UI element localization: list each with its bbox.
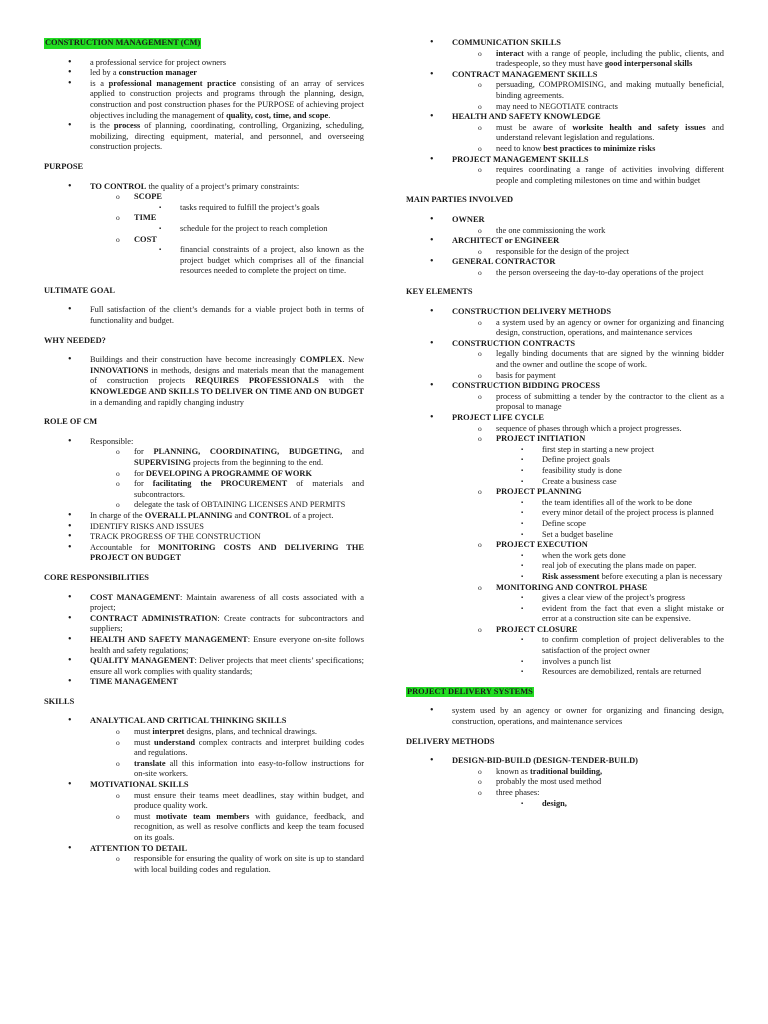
list-item: o the person overseeing the day-to-day operations of the project <box>406 268 724 279</box>
list-item: ▪ Resources are demobilized, rentals are returned <box>406 667 724 678</box>
list-item: ▪ gives a clear view of the project’s progress <box>406 593 724 604</box>
skills-cont-list <box>406 38 724 186</box>
list-item: o need to know best practices to minimize risks <box>406 144 724 155</box>
list-item: o responsible for ensuring the quality of work on site is up to standard with local building codes and regulation. <box>44 854 364 875</box>
list-item: o for PLANNING, COORDINATING, BUDGETING, and SUPERVISING projects from the beginning to the end. <box>44 447 364 468</box>
list-item: ▪ involves a punch list <box>406 657 724 668</box>
list-item: o may need to NEGOTIATE contracts <box>406 102 724 113</box>
list-item: o interact with a range of people, including the public, clients, and tradespeople, so they must have good interpersonal skills <box>406 49 724 70</box>
list-item: o for DEVELOPING A PROGRAMME OF WORK <box>44 469 364 480</box>
section-heading: MAIN PARTIES INVOLVED <box>406 195 514 205</box>
list-item: ▪ the team identifies all of the work to be done <box>406 498 724 509</box>
list-item: o known as traditional building, <box>406 767 724 778</box>
role-list <box>44 437 364 564</box>
left-column <box>44 38 364 875</box>
list-item: • CONSTRUCTION DELIVERY METHODS <box>406 307 724 318</box>
list-item: • In charge of the OVERALL PLANNING and CONTROL of a project. <box>44 511 364 522</box>
list-item: • PROJECT MANAGEMENT SKILLS <box>406 155 724 166</box>
pds-list <box>406 706 724 727</box>
list-item: • ANALYTICAL AND CRITICAL THINKING SKILLS <box>44 716 364 727</box>
list-item: ▪ Define project goals <box>406 455 724 466</box>
list-item: o MONITORING AND CONTROL PHASE <box>406 583 724 594</box>
list-item: o PROJECT CLOSURE <box>406 625 724 636</box>
list-item: • DESIGN-BID-BUILD (DESIGN-TENDER-BUILD) <box>406 756 724 767</box>
key-list <box>406 307 724 678</box>
list-item: o must be aware of worksite health and safety issues and understand relevant legislation and regulations. <box>406 123 724 144</box>
list-item: • COMMUNICATION SKILLS <box>406 38 724 49</box>
list-item: • GENERAL CONTRACTOR <box>406 257 724 268</box>
list-item: ▪ Set a budget baseline <box>406 530 724 541</box>
why-list <box>44 355 364 408</box>
list-item: • QUALITY MANAGEMENT: Deliver projects that meet clients’ specifications; ensure all work complies with quality standards; <box>44 656 364 677</box>
list-item: • CONSTRUCTION CONTRACTS <box>406 339 724 350</box>
pds-highlight: PROJECT DELIVERY SYSTEMS <box>407 686 533 696</box>
list-item: o persuading, COMPROMISING, and making mutually beneficial, binding agreements. <box>406 80 724 101</box>
list-item: ▪ tasks required to fulfill the project’s goals <box>44 203 364 214</box>
list-item: • Accountable for MONITORING COSTS AND DELIVERING THE PROJECT ON BUDGET <box>44 543 364 564</box>
list-item: • Responsible: <box>44 437 364 448</box>
list-item: ▪ design, <box>406 799 724 810</box>
list-item: ▪ real job of executing the plans made on paper. <box>406 561 724 572</box>
dm-list <box>406 756 724 809</box>
goal-list <box>44 305 364 326</box>
list-item: • led by a construction manager <box>44 68 364 79</box>
section-pds <box>406 687 724 698</box>
right-column <box>406 38 724 809</box>
list-item: • TIME MANAGEMENT <box>44 677 364 688</box>
list-item: • a professional service for project owners <box>44 58 364 69</box>
list-item: ▪ evident from the fact that even a slight mistake or error at a construction site can be expensive. <box>406 604 724 625</box>
list-item: • HEALTH AND SAFETY KNOWLEDGE <box>406 112 724 123</box>
skills-list <box>44 716 364 875</box>
list-item: • Full satisfaction of the client’s demands for a viable project both in terms of functionality and budget. <box>44 305 364 326</box>
section-heading: SKILLS <box>44 696 75 706</box>
list-item: o legally binding documents that are signed by the winning bidder and the owner and outline the scope of work. <box>406 349 724 370</box>
list-item: o PROJECT PLANNING <box>406 487 724 498</box>
list-item: o COST <box>44 235 364 246</box>
intro-list <box>44 58 364 153</box>
list-item: • system used by an agency or owner for organizing and financing design, construction, operations, and maintenance services <box>406 706 724 727</box>
list-item: o must interpret designs, plans, and technical drawings. <box>44 727 364 738</box>
list-item: • Buildings and their construction have become increasingly COMPLEX. New INNOVATIONS in methods, designs and materials mean that the management of construction projects REQUIRES PROFESSIONALS with the KNOWLEDGE AND SKILLS TO DELIVER ON TIME AND ON BUDGET in a demanding and rapidly changing industry <box>44 355 364 408</box>
section-heading: PURPOSE <box>44 161 84 171</box>
list-item: o must motivate team members with guidance, feedback, and recognition, as well as resolve conflicts and keep the team focused on its goals. <box>44 812 364 844</box>
list-item: o sequence of phases through which a project progresses. <box>406 424 724 435</box>
list-item: o basis for payment <box>406 371 724 382</box>
parties-list <box>406 215 724 279</box>
list-item: ▪ when the work gets done <box>406 551 724 562</box>
list-item: o delegate the task of OBTAINING LICENSES AND PERMITS <box>44 500 364 511</box>
list-item: • ATTENTION TO DETAIL <box>44 844 364 855</box>
list-item: • MOTIVATIONAL SKILLS <box>44 780 364 791</box>
list-item: • HEALTH AND SAFETY MANAGEMENT: Ensure everyone on-site follows health and safety regulations; <box>44 635 364 656</box>
list-item: o PROJECT EXECUTION <box>406 540 724 551</box>
list-item: ▪ to confirm completion of project deliverables to the satisfaction of the project owner <box>406 635 724 656</box>
list-item: o three phases: <box>406 788 724 799</box>
list-item: • TRACK PROGRESS OF THE CONSTRUCTION <box>44 532 364 543</box>
list-item: • OWNER <box>406 215 724 226</box>
list-item: o must understand complex contracts and interpret building codes and regulations. <box>44 738 364 759</box>
list-item: o SCOPE <box>44 192 364 203</box>
list-item: o the one commissioning the work <box>406 226 724 237</box>
list-item: o process of submitting a tender by the contractor to the client as a proposal to manage <box>406 392 724 413</box>
section-heading: KEY ELEMENTS <box>406 287 473 297</box>
list-item: ▪ Create a business case <box>406 477 724 488</box>
list-item: • TO CONTROL the quality of a project’s primary constraints: <box>44 182 364 193</box>
list-item: • CONSTRUCTION BIDDING PROCESS <box>406 381 724 392</box>
section-cm <box>44 38 364 49</box>
list-item: ▪ schedule for the project to reach completion <box>44 224 364 235</box>
section-heading: CORE RESPONSIBILITIES <box>44 572 149 582</box>
list-item: • ARCHITECT or ENGINEER <box>406 236 724 247</box>
list-item: • IDENTIFY RISKS AND ISSUES <box>44 522 364 533</box>
list-item: • PROJECT LIFE CYCLE <box>406 413 724 424</box>
section-heading: ROLE OF CM <box>44 417 98 427</box>
title-highlight: CONSTRUCTION MANAGEMENT (CM) <box>45 38 201 47</box>
list-item: • is the process of planning, coordinating, controlling, Organizing, scheduling, mobilizing, directing equipment, material, and personnel, and overseeing construction projects. <box>44 121 364 153</box>
list-item: o responsible for the design of the project <box>406 247 724 258</box>
list-item: o translate all this information into easy-to-follow instructions for on-site workers. <box>44 759 364 780</box>
list-item: • CONTRACT ADMINISTRATION: Create contracts for subcontractors and suppliers; <box>44 614 364 635</box>
list-item: o TIME <box>44 213 364 224</box>
list-item: o probably the most used method <box>406 777 724 788</box>
list-item: ▪ Define scope <box>406 519 724 530</box>
list-item: ▪ Risk assessment before executing a plan is necessary <box>406 572 724 583</box>
section-heading: DELIVERY METHODS <box>406 736 495 746</box>
list-item: • CONTRACT MANAGEMENT SKILLS <box>406 70 724 81</box>
list-item: • COST MANAGEMENT: Maintain awareness of all costs associated with a project; <box>44 593 364 614</box>
list-item: • is a professional management practice consisting of an array of services applied to construction projects and programs through the planning, design, construction and post construction phases for the PURPOSE of achieving project objectives including the management of quality, cost, time, and scope. <box>44 79 364 121</box>
purpose-list <box>44 182 364 277</box>
section-heading: ULTIMATE GOAL <box>44 285 115 295</box>
list-item: o for facilitating the PROCUREMENT of materials and subcontractors. <box>44 479 364 500</box>
list-item: o requires coordinating a range of activities involving different people and completing milestones on time and within budget <box>406 165 724 186</box>
list-item: o PROJECT INITIATION <box>406 434 724 445</box>
list-item: ▪ first step in starting a new project <box>406 445 724 456</box>
list-item: o a system used by an agency or owner for organizing and financing design, construction, operations, and maintenance services <box>406 318 724 339</box>
list-item: ▪ feasibility study is done <box>406 466 724 477</box>
list-item: ▪ every minor detail of the project process is planned <box>406 508 724 519</box>
section-heading: WHY NEEDED? <box>44 335 106 345</box>
core-list <box>44 593 364 688</box>
list-item: ▪ financial constraints of a project, also known as the project budget which comprises all of the financial resources needed to complete the project on time. <box>44 245 364 277</box>
list-item: o must ensure their teams meet deadlines, stay within budget, and produce quality work. <box>44 791 364 812</box>
